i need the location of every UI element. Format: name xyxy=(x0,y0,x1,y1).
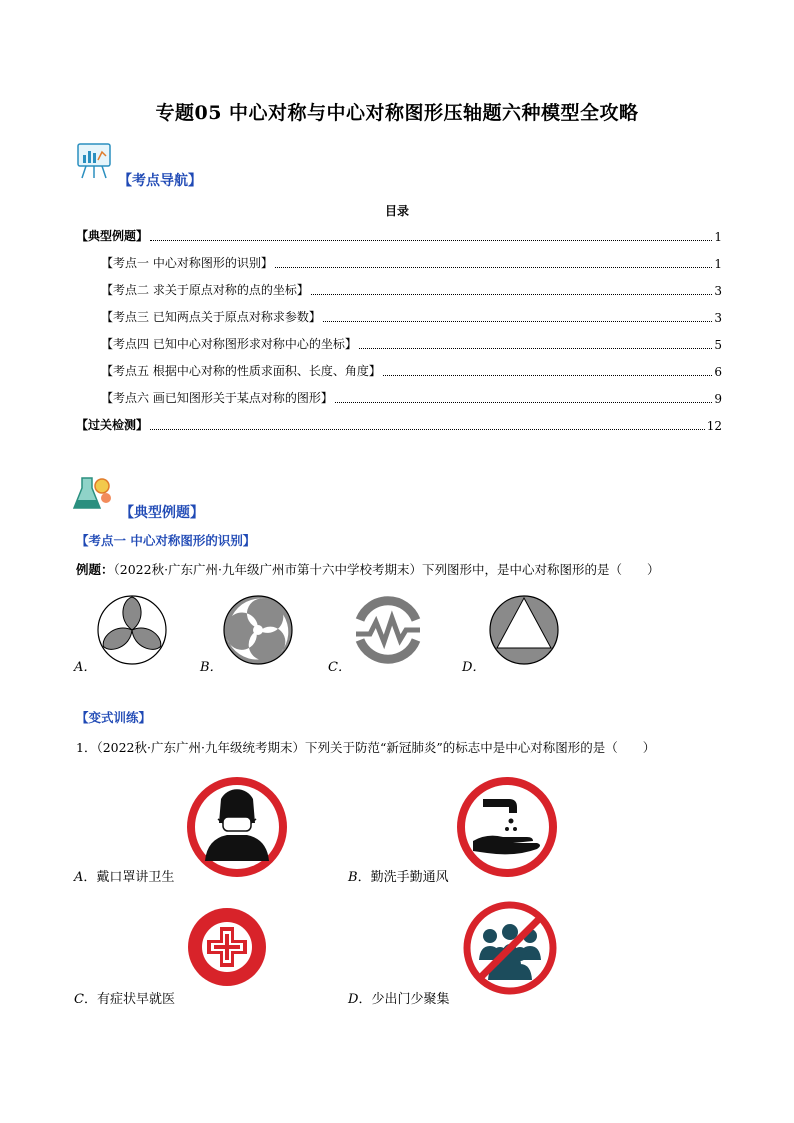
question-1: 1．（2022秋·广东广州·九年级统考期末）下列关于防范“新冠肺炎”的标志中是中心对称图形的是（ ） xyxy=(76,740,656,755)
no-gathering-sign-icon[interactable] xyxy=(462,900,558,996)
toc-title: 目录 xyxy=(384,204,409,218)
figure-a-three-leaves[interactable] xyxy=(96,594,168,666)
document-title: 专题05 中心对称与中心对称图形压轴题六种模型全攻略 xyxy=(155,102,639,124)
toc-item[interactable]: 【过关检测】 12 xyxy=(76,418,722,433)
figure-b-triskelion[interactable] xyxy=(222,594,294,666)
variant-heading: 【变式训练】 xyxy=(76,710,152,725)
toc-item[interactable]: 【考点五 根据中心对称的性质求面积、长度、角度】 6 xyxy=(101,364,722,379)
option-c-label[interactable]: C． xyxy=(328,660,351,675)
option-b-label[interactable]: B． xyxy=(200,660,223,675)
toc-item[interactable]: 【典型例题】 1 xyxy=(76,229,722,244)
figure-c-metro-logo[interactable] xyxy=(352,594,424,666)
toc-item[interactable]: 【考点四 已知中心对称图形求对称中心的坐标】 5 xyxy=(101,337,722,352)
chart-board-icon xyxy=(74,140,116,182)
medical-cross-sign-icon[interactable] xyxy=(186,906,268,988)
q1-option-c[interactable]: C．有症状早就医 xyxy=(74,992,175,1007)
nav-heading: 【考点导航】 xyxy=(118,173,202,189)
topic1-heading: 【考点一 中心对称图形的识别】 xyxy=(76,533,256,548)
mask-sign-icon[interactable] xyxy=(186,776,288,878)
examples-heading: 【典型例题】 xyxy=(120,505,204,521)
q1-option-d[interactable]: D．少出门少聚集 xyxy=(348,992,450,1007)
q1-option-b[interactable]: B．勤洗手勤通风 xyxy=(348,870,449,885)
toc-item[interactable]: 【考点六 画已知图形关于某点对称的图形】 9 xyxy=(101,391,722,406)
flask-icon xyxy=(72,474,116,518)
toc-item[interactable]: 【考点三 已知两点关于原点对称求参数】 3 xyxy=(101,310,722,325)
figure-d-triangle-circle[interactable] xyxy=(488,594,560,666)
handwash-sign-icon[interactable] xyxy=(456,776,558,878)
option-d-label[interactable]: D． xyxy=(462,660,486,675)
toc-item[interactable]: 【考点一 中心对称图形的识别】 1 xyxy=(101,256,722,271)
toc-item[interactable]: 【考点二 求关于原点对称的点的坐标】 3 xyxy=(101,283,722,298)
q1-option-a[interactable]: A．戴口罩讲卫生 xyxy=(74,870,175,885)
example-question: 例题：（2022秋·广东广州·九年级广州市第十六中学校考期末）下列图形中，是中心对称图形的是（ ） xyxy=(76,562,660,577)
option-a-label[interactable]: A． xyxy=(74,660,97,675)
